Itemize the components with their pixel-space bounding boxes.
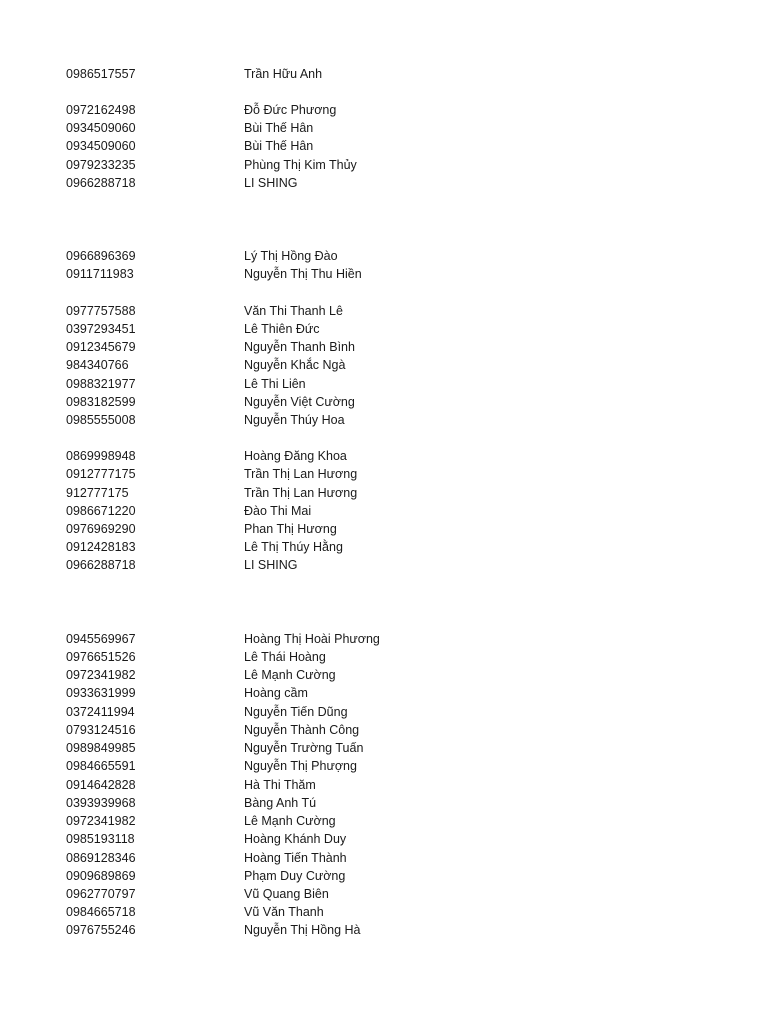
contact-name: Phùng Thị Kim Thủy xyxy=(244,158,357,172)
phone-number: 0986517557 xyxy=(66,67,136,81)
contact-row xyxy=(0,502,768,520)
phone-number: 0914642828 xyxy=(66,778,136,792)
contact-row xyxy=(0,812,768,830)
phone-number: 0972162498 xyxy=(66,103,136,117)
contact-row xyxy=(0,338,768,356)
phone-number: 0869998948 xyxy=(66,449,136,463)
phone-number: 0989849985 xyxy=(66,741,136,755)
contact-name: Nguyễn Thành Công xyxy=(244,723,360,737)
phone-number: 0912777175 xyxy=(66,467,136,481)
contact-name: Hoàng Khánh Duy xyxy=(244,832,347,846)
contact-name: Hoàng Tiến Thành xyxy=(244,851,347,865)
phone-number: 0976969290 xyxy=(66,522,136,536)
contact-name: Lê Mạnh Cường xyxy=(244,814,336,828)
contact-name: Bùi Thế Hân xyxy=(244,139,314,153)
phone-number: 0985555008 xyxy=(66,413,136,427)
contact-row xyxy=(0,849,768,867)
contact-row xyxy=(0,156,768,174)
contact-row xyxy=(0,684,768,702)
contact-name: Vũ Quang Biên xyxy=(244,887,329,901)
contact-name: Phan Thị Hương xyxy=(244,522,337,536)
contact-row xyxy=(0,320,768,338)
contact-row xyxy=(0,538,768,556)
contact-name: Nguyễn Thị Phượng xyxy=(244,759,357,773)
contact-row xyxy=(0,648,768,666)
contact-name: Nguyễn Việt Cường xyxy=(244,395,355,409)
phone-number: 0945569967 xyxy=(66,632,136,646)
contact-row xyxy=(0,411,768,429)
contact-name: Lê Thiên Đức xyxy=(244,322,320,336)
phone-number: 0984665718 xyxy=(66,905,136,919)
contact-row xyxy=(0,137,768,155)
contact-row xyxy=(0,776,768,794)
phone-number: 0793124516 xyxy=(66,723,136,737)
contact-row xyxy=(0,903,768,921)
contact-name: Nguyễn Trường Tuấn xyxy=(244,741,364,755)
contact-row xyxy=(0,885,768,903)
contact-row xyxy=(0,65,768,83)
contact-row xyxy=(0,265,768,283)
contact-name: Phạm Duy Cường xyxy=(244,869,346,883)
phone-number: 0977757588 xyxy=(66,304,136,318)
contact-name: LI SHING xyxy=(244,558,298,572)
phone-number: 0985193118 xyxy=(66,832,135,846)
contact-name: Trần Thị Lan Hương xyxy=(244,486,358,500)
contact-row xyxy=(0,830,768,848)
phone-number: 0976651526 xyxy=(66,650,136,664)
phone-number: 0372411994 xyxy=(66,705,135,719)
contact-name: Bàng Anh Tú xyxy=(244,796,317,810)
contact-row xyxy=(0,739,768,757)
phone-number: 0962770797 xyxy=(66,887,136,901)
contact-name: Nguyễn Tiến Dũng xyxy=(244,705,348,719)
contact-row xyxy=(0,630,768,648)
contact-name: Hoàng Thị Hoài Phương xyxy=(244,632,380,646)
contact-row xyxy=(0,119,768,137)
contact-name: Đào Thi Mai xyxy=(244,504,312,518)
contact-row xyxy=(0,921,768,939)
phone-number: 984340766 xyxy=(66,358,129,372)
contact-name: Bùi Thế Hân xyxy=(244,121,314,135)
contact-row xyxy=(0,703,768,721)
phone-number: 0988321977 xyxy=(66,377,136,391)
contact-name: Nguyễn Thị Hồng Hà xyxy=(244,923,361,937)
contact-name: Hoàng Đăng Khoa xyxy=(244,449,347,463)
phone-number: 0934509060 xyxy=(66,139,136,153)
contact-row xyxy=(0,520,768,538)
contact-row xyxy=(0,556,768,574)
contact-row xyxy=(0,867,768,885)
phone-number: 0976755246 xyxy=(66,923,136,937)
contact-row xyxy=(0,174,768,192)
contact-name: Vũ Văn Thanh xyxy=(244,905,324,919)
contact-row xyxy=(0,757,768,775)
contact-name: Trần Thị Lan Hương xyxy=(244,467,358,481)
phone-number: 0912345679 xyxy=(66,340,136,354)
contact-name: LI SHING xyxy=(244,176,298,190)
contact-row xyxy=(0,247,768,265)
contact-row xyxy=(0,393,768,411)
contact-row xyxy=(0,666,768,684)
contact-name: Lê Mạnh Cường xyxy=(244,668,336,682)
phone-number: 0934509060 xyxy=(66,121,136,135)
phone-number: 0869128346 xyxy=(66,851,136,865)
contact-name: Lê Thi Liên xyxy=(244,377,306,391)
contact-row xyxy=(0,465,768,483)
phone-number: 0983182599 xyxy=(66,395,136,409)
contact-row xyxy=(0,101,768,119)
phone-number: 0972341982 xyxy=(66,668,136,682)
phone-number: 0972341982 xyxy=(66,814,136,828)
contact-name: Trần Hữu Anh xyxy=(244,67,323,81)
contact-name: Nguyễn Thanh Bình xyxy=(244,340,355,354)
contact-name: Đỗ Đức Phương xyxy=(244,103,337,117)
phone-number: 0966288718 xyxy=(66,176,136,190)
contact-row xyxy=(0,302,768,320)
phone-number: 0911711983 xyxy=(66,267,134,281)
contact-row xyxy=(0,721,768,739)
phone-number: 0909689869 xyxy=(66,869,136,883)
contact-name: Nguyễn Thị Thu Hiền xyxy=(244,267,362,281)
contact-name: Nguyễn Khắc Ngà xyxy=(244,358,346,372)
phone-number: 0397293451 xyxy=(66,322,136,336)
contact-row xyxy=(0,484,768,502)
contact-name: Lý Thị Hồng Đào xyxy=(244,249,338,263)
phone-number: 0966288718 xyxy=(66,558,136,572)
phone-number: 0393939968 xyxy=(66,796,136,810)
contact-name: Hoàng cầm xyxy=(244,686,308,700)
contact-row xyxy=(0,356,768,374)
phone-number: 912777175 xyxy=(66,486,129,500)
phone-number: 0979233235 xyxy=(66,158,136,172)
contact-name: Hà Thi Thăm xyxy=(244,778,316,792)
phone-number: 0966896369 xyxy=(66,249,136,263)
contact-row xyxy=(0,447,768,465)
phone-number: 0986671220 xyxy=(66,504,136,518)
phone-number: 0984665591 xyxy=(66,759,136,773)
contact-name: Nguyễn Thúy Hoa xyxy=(244,413,345,427)
contact-name: Lê Thái Hoàng xyxy=(244,650,326,664)
contact-row xyxy=(0,375,768,393)
contact-row xyxy=(0,794,768,812)
phone-number: 0933631999 xyxy=(66,686,136,700)
contact-name: Lê Thị Thúy Hằng xyxy=(244,540,343,554)
contact-name: Văn Thi Thanh Lê xyxy=(244,304,343,318)
phone-number: 0912428183 xyxy=(66,540,136,554)
